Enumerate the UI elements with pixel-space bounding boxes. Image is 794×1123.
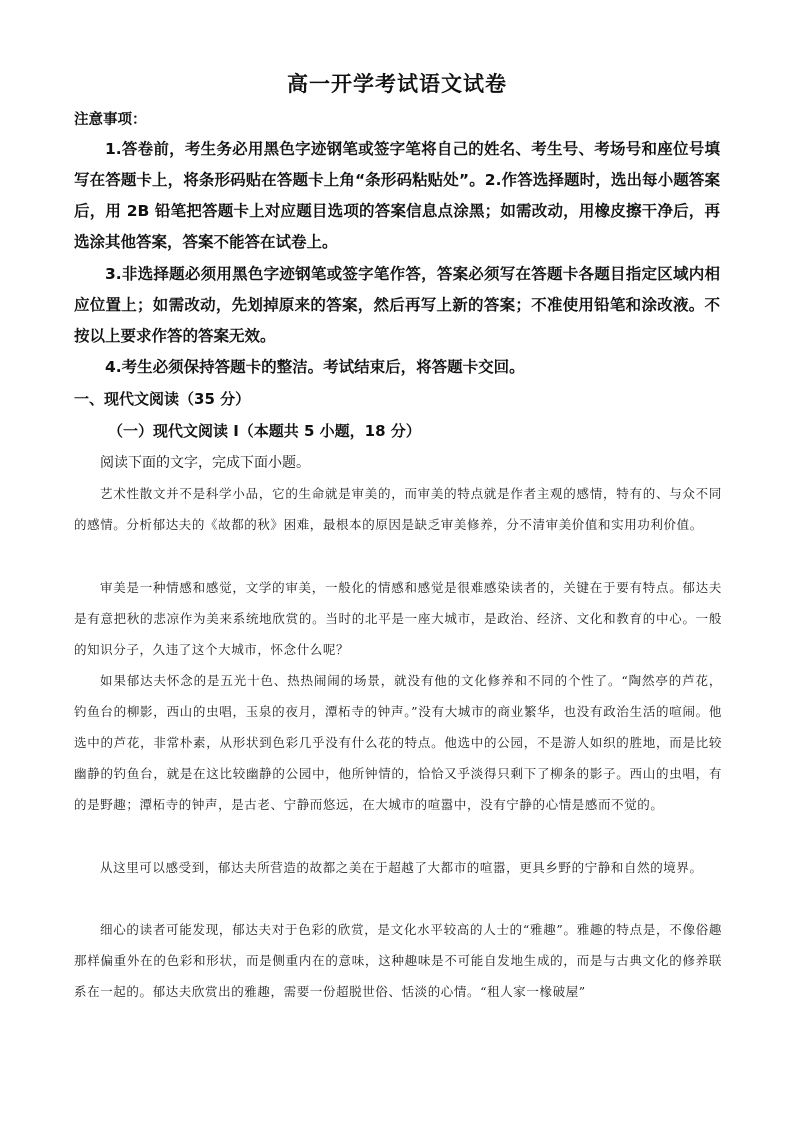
- passage-paragraph: 审美是一种情感和感觉，文学的审美，一般化的情感和感觉是很难感染读者的，关键在于要有特点。郁达夫是有意把秋的悲凉作为美来系统地欣赏的。当时的北平是一座大城市，是政治、经济、文化和教育的中心。一般的知识分子，久违了这个大城市，怀念什么呢？: [74, 580, 722, 657]
- reading-instruction: 阅读下面的文字，完成下面小题。: [100, 455, 310, 471]
- passage-paragraph: 从这里可以感受到，郁达夫所营造的故都之美在于超越了大都市的喧嚣，更具乡野的宁静和自然的境界。: [100, 860, 703, 875]
- passage-paragraph: 艺术性散文并不是科学小品，它的生命就是审美的，而审美的特点就是作者主观的感情，特有的、与众不同的感情。分析郁达夫的《故都的秋》困难，最根本的原因是缺乏审美修养，分不清审美价值和实用功利价值。: [74, 486, 722, 532]
- subsection-heading: （一）现代文阅读 Ⅰ（本题共 5 小题，18 分）: [108, 422, 421, 440]
- passage-paragraph: 细心的读者可能发现，郁达夫对于色彩的欣赏，是文化水平较高的人士的“雅趣”。雅趣的特点是，不像俗趣那样偏重外在的色彩和形状，而是侧重内在的意味，这种趣味是不可能自发地生成的，而是与古典文化的修养联系在一起的。郁达夫欣赏出的雅趣，需要一份超脱世俗、恬淡的心情。“租人家一椽破屋”: [74, 922, 722, 999]
- notice-heading: 注意事项：: [74, 112, 147, 128]
- page-title: 高一开学考试语文试卷: [287, 71, 507, 96]
- section-heading: 一、现代文阅读（35 分）: [74, 390, 251, 408]
- notice-item: 1.答卷前，考生务必用黑色字迹钢笔或签字笔将自己的姓名、考生号、考场号和座位号填写在答题卡上，将条形码贴在答题卡上角“条形码粘贴处”。2.作答选择题时，选出每小题答案后，用 2B 铅笔把答题卡上对应题目选项的答案信息点涂黑；如需改动，用橡皮擦干净后，再选涂其他答案，答案不能答在试卷上。: [74, 140, 720, 251]
- notice-item: 4.考生必须保持答题卡的整洁。考试结束后，将答题卡交回。: [105, 358, 525, 376]
- passage-paragraph: 如果郁达夫怀念的是五光十色、热热闹闹的场景，就没有他的文化修养和不同的个性了。“陶然亭的芦花，钓鱼台的柳影，西山的虫唱，玉泉的夜月，潭柘寺的钟声。”没有大城市的商业繁华，也没有政治生活的喧闹。他选中的芦花，非常朴素，从形状到色彩几乎没有什么花的特点。他选中的公园，不是游人如织的胜地，而是比较幽静的钓鱼台，就是在这比较幽静的公园中，他所钟情的，恰恰又乎淡得只剩下了柳条的影子。西山的虫唱，有的是野趣；潭柘寺的钟声，是古老、宁静而悠远，在大城市的喧嚣中，没有宁静的心情是感而不觉的。: [74, 673, 722, 812]
- notice-item: 3.非选择题必须用黑色字迹钢笔或签字笔作答，答案必须写在答题卡各题目指定区域内相应位置上；如需改动，先划掉原来的答案，然后再写上新的答案；不准使用铅笔和涂改液。不按以上要求作答的答案无效。: [74, 265, 720, 345]
